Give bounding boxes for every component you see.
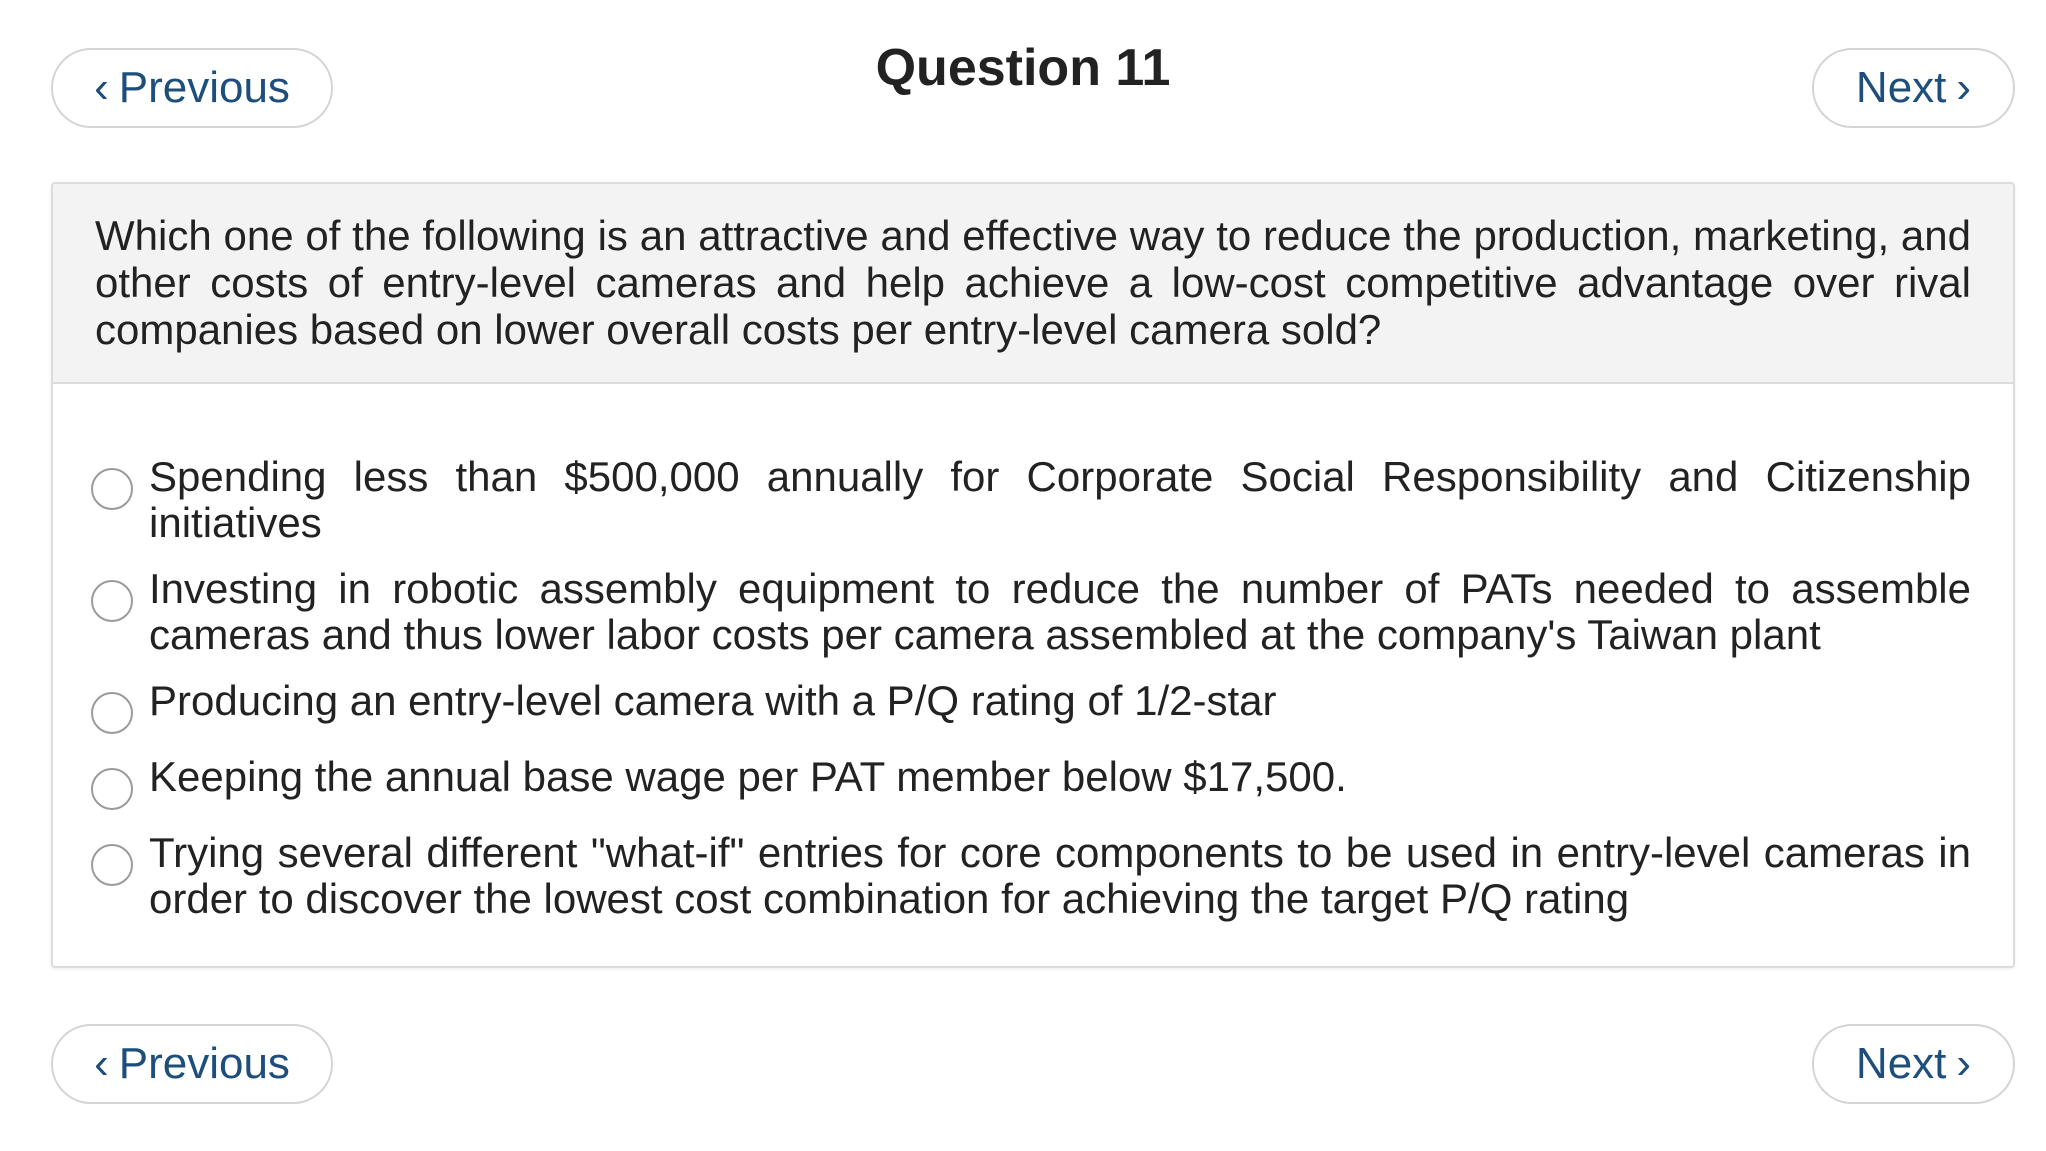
answer-option-label[interactable]: Producing an entry-level camera with a P/Q rating of 1/2-star: [149, 677, 1277, 724]
next-button-bottom[interactable]: [1812, 1024, 2015, 1104]
next-button-top[interactable]: [1812, 48, 2015, 128]
next-label: Next: [1855, 63, 1947, 112]
question-text: Which one of the following is an attractive and effective way to reduce the production, marketing, and other costs of entry-level cameras and help achieve a low-cost competitive advantage over rival companies based on lower overall costs per entry-level camera sold?: [95, 212, 1971, 353]
answer-option-label[interactable]: Spending less than $500,000 annually for Corporate Social Responsibility and Citizenship initiatives: [149, 453, 1971, 546]
next-label: Next: [1855, 1039, 1947, 1088]
radio-unchecked-icon[interactable]: [91, 580, 133, 622]
question-header: [53, 184, 2013, 384]
answer-option-5[interactable]: [91, 830, 1971, 922]
answer-option-label[interactable]: Trying several different "what-if" entries for core components to be used in entry-level cameras in order to discover the lowest cost combination for achieving the target P/Q rating: [149, 829, 1971, 922]
answer-option-2[interactable]: [91, 566, 1971, 658]
previous-button-bottom[interactable]: [51, 1024, 333, 1104]
chevron-left-icon: ‹: [94, 63, 109, 112]
chevron-right-icon: ›: [1956, 63, 1972, 112]
radio-unchecked-icon[interactable]: [91, 844, 133, 886]
page-title: Question 11: [875, 39, 1171, 97]
previous-label: Previous: [118, 1039, 290, 1088]
question-card: [51, 182, 2015, 968]
radio-unchecked-icon[interactable]: [91, 768, 133, 810]
answer-option-1[interactable]: [91, 454, 1971, 546]
answer-option-3[interactable]: [91, 678, 1971, 734]
chevron-left-icon: ‹: [94, 1039, 109, 1088]
chevron-right-icon: ›: [1956, 1039, 1972, 1088]
answer-option-label[interactable]: Investing in robotic assembly equipment to reduce the number of PATs needed to assemble cameras and thus lower labor costs per camera assembled at the company's Taiwan plant: [149, 565, 1971, 658]
answer-option-4[interactable]: [91, 754, 1971, 810]
radio-unchecked-icon[interactable]: [91, 468, 133, 510]
answer-options: [53, 384, 2013, 922]
previous-label: Previous: [118, 63, 290, 112]
answer-option-label[interactable]: Keeping the annual base wage per PAT member below $17,500.: [149, 753, 1347, 800]
radio-unchecked-icon[interactable]: [91, 692, 133, 734]
